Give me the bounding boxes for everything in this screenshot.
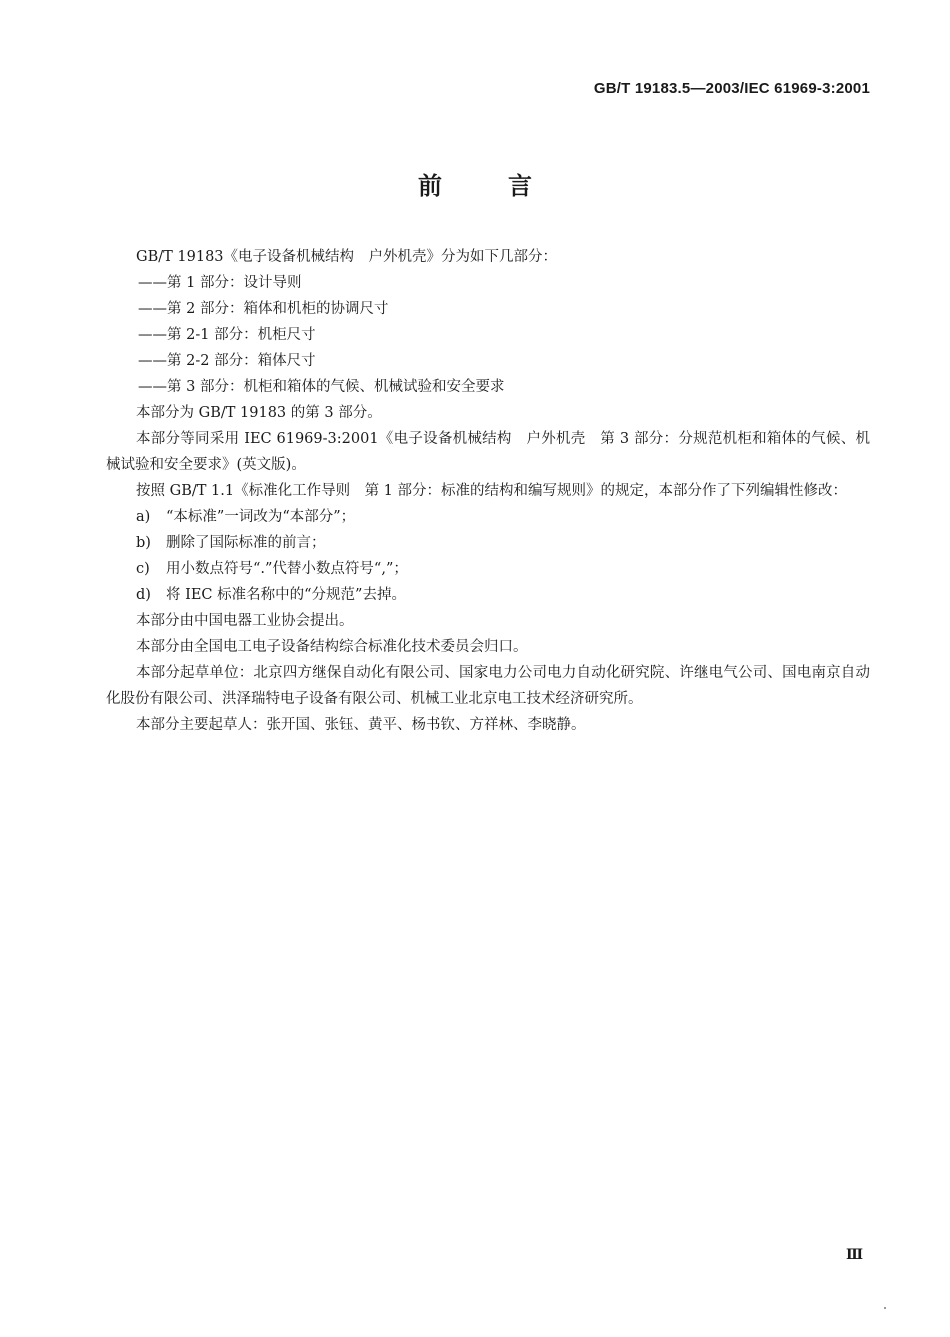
scan-speck [884, 1307, 886, 1309]
change-text: 将 IEC 标准名称中的“分规范”去掉。 [166, 587, 406, 603]
title-char-2: 言 [508, 172, 532, 200]
drafting-units-paragraph: 本部分起草单位：北京四方继保自动化有限公司、国家电力公司电力自动化研究院、许继电气公司、国电南京自动化股份有限公司、洪泽瑞特电子设备有限公司、机械工业北京电工技术经济研究所。 [106, 665, 870, 707]
part-statement: 本部分为 GB/T 19183 的第 3 部分。 [136, 405, 382, 421]
change-mark: d) [136, 587, 151, 603]
intro-paragraph: GB/T 19183《电子设备机械结构 户外机壳》分为如下几部分： [136, 249, 558, 265]
proposer-paragraph: 本部分由中国电器工业协会提出。 [136, 613, 354, 629]
change-mark: a) [136, 509, 151, 525]
change-mark: b) [136, 535, 151, 551]
change-item [106, 504, 870, 530]
adoption-paragraph: 本部分等同采用 IEC 61969-3:2001《电子设备机械结构 户外机壳 第 3 部分：分规范机柜和箱体的气候、机械试验和安全要求》(英文版)。 [106, 431, 870, 473]
title-char-1: 前 [418, 172, 442, 200]
part-item: ——第 2 部分：箱体和机柜的协调尺寸 [138, 301, 389, 317]
editorial-intro: 按照 GB/T 1.1《标准化工作导则 第 1 部分：标准的结构和编写规则》的规定，本部分作了下列编辑性修改： [136, 483, 848, 499]
part-item: ——第 2-2 部分：箱体尺寸 [138, 353, 316, 369]
page-number: Ⅲ [846, 1247, 864, 1263]
part-item: ——第 2-1 部分：机柜尺寸 [138, 327, 316, 343]
standard-code-header: GB/T 19183.5—2003/IEC 61969-3:2001 [593, 80, 870, 97]
drafters-paragraph: 本部分主要起草人：张开国、张钰、黄平、杨书钦、方祥林、李晓静。 [136, 717, 586, 733]
page-title [0, 166, 950, 201]
change-text: “本标准”一词改为“本部分”； [166, 509, 356, 525]
change-item [106, 530, 870, 556]
part-item: ——第 3 部分：机柜和箱体的气候、机械试验和安全要求 [138, 379, 505, 395]
change-mark: c) [136, 561, 150, 577]
change-text: 删除了国际标准的前言； [166, 535, 326, 551]
change-item [106, 582, 870, 608]
change-item [106, 556, 870, 582]
change-text: 用小数点符号“.”代替小数点符号“,”； [166, 561, 408, 577]
foreword-body [106, 244, 870, 738]
part-item: ——第 1 部分：设计导则 [138, 275, 302, 291]
centralized-paragraph: 本部分由全国电工电子设备结构综合标准化技术委员会归口。 [136, 639, 528, 655]
